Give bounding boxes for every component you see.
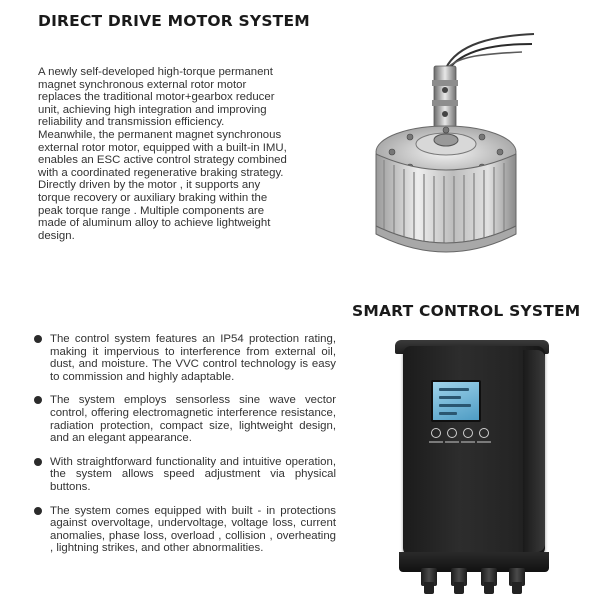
control-section-title: SMART CONTROL SYSTEM: [352, 302, 581, 320]
control-feature-list: [30, 333, 336, 566]
motor-description-line: design.: [38, 229, 75, 242]
controller-button: [447, 428, 457, 438]
controller-button-label-mark: [429, 441, 443, 443]
external-rotor-motor-icon: [362, 20, 542, 280]
list-item-text: With straightforward functionality and intuitive operation, the system allows speed adjustment via physical buttons.: [50, 455, 336, 493]
motor-controller-icon: [395, 340, 555, 598]
motor-description-line: reliability and transmission efficiency.: [38, 116, 225, 129]
controller-button-label-mark: [445, 441, 459, 443]
controller-button: [479, 428, 489, 438]
motor-description-line: made of aluminum alloy to achieve lightweight: [38, 217, 271, 230]
list-item-text: The system comes equipped with built - in protections against overvoltage, undervoltage, voltage loss, current anomalies, phase loss, overload , collision , overheating , lightning strikes, and other abnormalities.: [50, 504, 336, 555]
motor-description-line: Meanwhile, the permanent magnet synchronous: [38, 128, 282, 141]
motor-description-line: external rotor motor, equipped with a built-in IMU,: [38, 141, 287, 154]
motor-section-title: DIRECT DRIVE MOTOR SYSTEM: [38, 12, 310, 30]
motor-description-line: Directly driven by the motor , it supports any: [38, 179, 261, 192]
list-item: [30, 505, 336, 555]
motor-description: [38, 66, 330, 242]
bullet-icon: [34, 458, 42, 466]
motor-description-line: with a coordinated regenerative braking strategy.: [38, 166, 284, 179]
cable-gland-icon: [451, 568, 467, 586]
motor-description-line: enables an ESC active control strategy combined: [38, 154, 287, 167]
bullet-icon: [34, 335, 42, 343]
controller-side-panel: [523, 350, 545, 552]
list-item: [30, 333, 336, 383]
controller-button: [431, 428, 441, 438]
controller-button: [463, 428, 473, 438]
list-item: [30, 394, 336, 444]
bullet-icon: [34, 396, 42, 404]
controller-button-label-mark: [461, 441, 475, 443]
cable-gland-icon: [481, 568, 497, 586]
cable-gland-icon: [509, 568, 525, 586]
list-item: [30, 456, 336, 494]
motor-description-line: A newly self-developed high-torque permanent: [38, 66, 273, 78]
list-item-text: The system employs sensorless sine wave vector control, offering electromagnetic interference resistance, radiation protection, compact size, lightweight design, and an elegant appearance.: [50, 394, 336, 445]
motor-description-line: torque recovery or auxiliary braking within the: [38, 191, 268, 204]
list-item-text: The control system features an IP54 protection rating, making it impervious to interference from external oil, dust, and moisture. The VVC control technology is easy to commission and highly adaptable.: [50, 333, 336, 383]
bullet-icon: [34, 507, 42, 515]
controller-button-label-mark: [477, 441, 491, 443]
motor-description-line: unit, achieving high integration and improving: [38, 103, 267, 116]
motor-description-line: replaces the traditional motor+gearbox reducer: [38, 91, 275, 104]
controller-display: [431, 380, 481, 422]
motor-description-line: magnet synchronous external rotor motor: [38, 78, 247, 91]
motor-description-line: peak torque range . Multiple components are: [38, 204, 265, 217]
cable-gland-icon: [421, 568, 437, 586]
